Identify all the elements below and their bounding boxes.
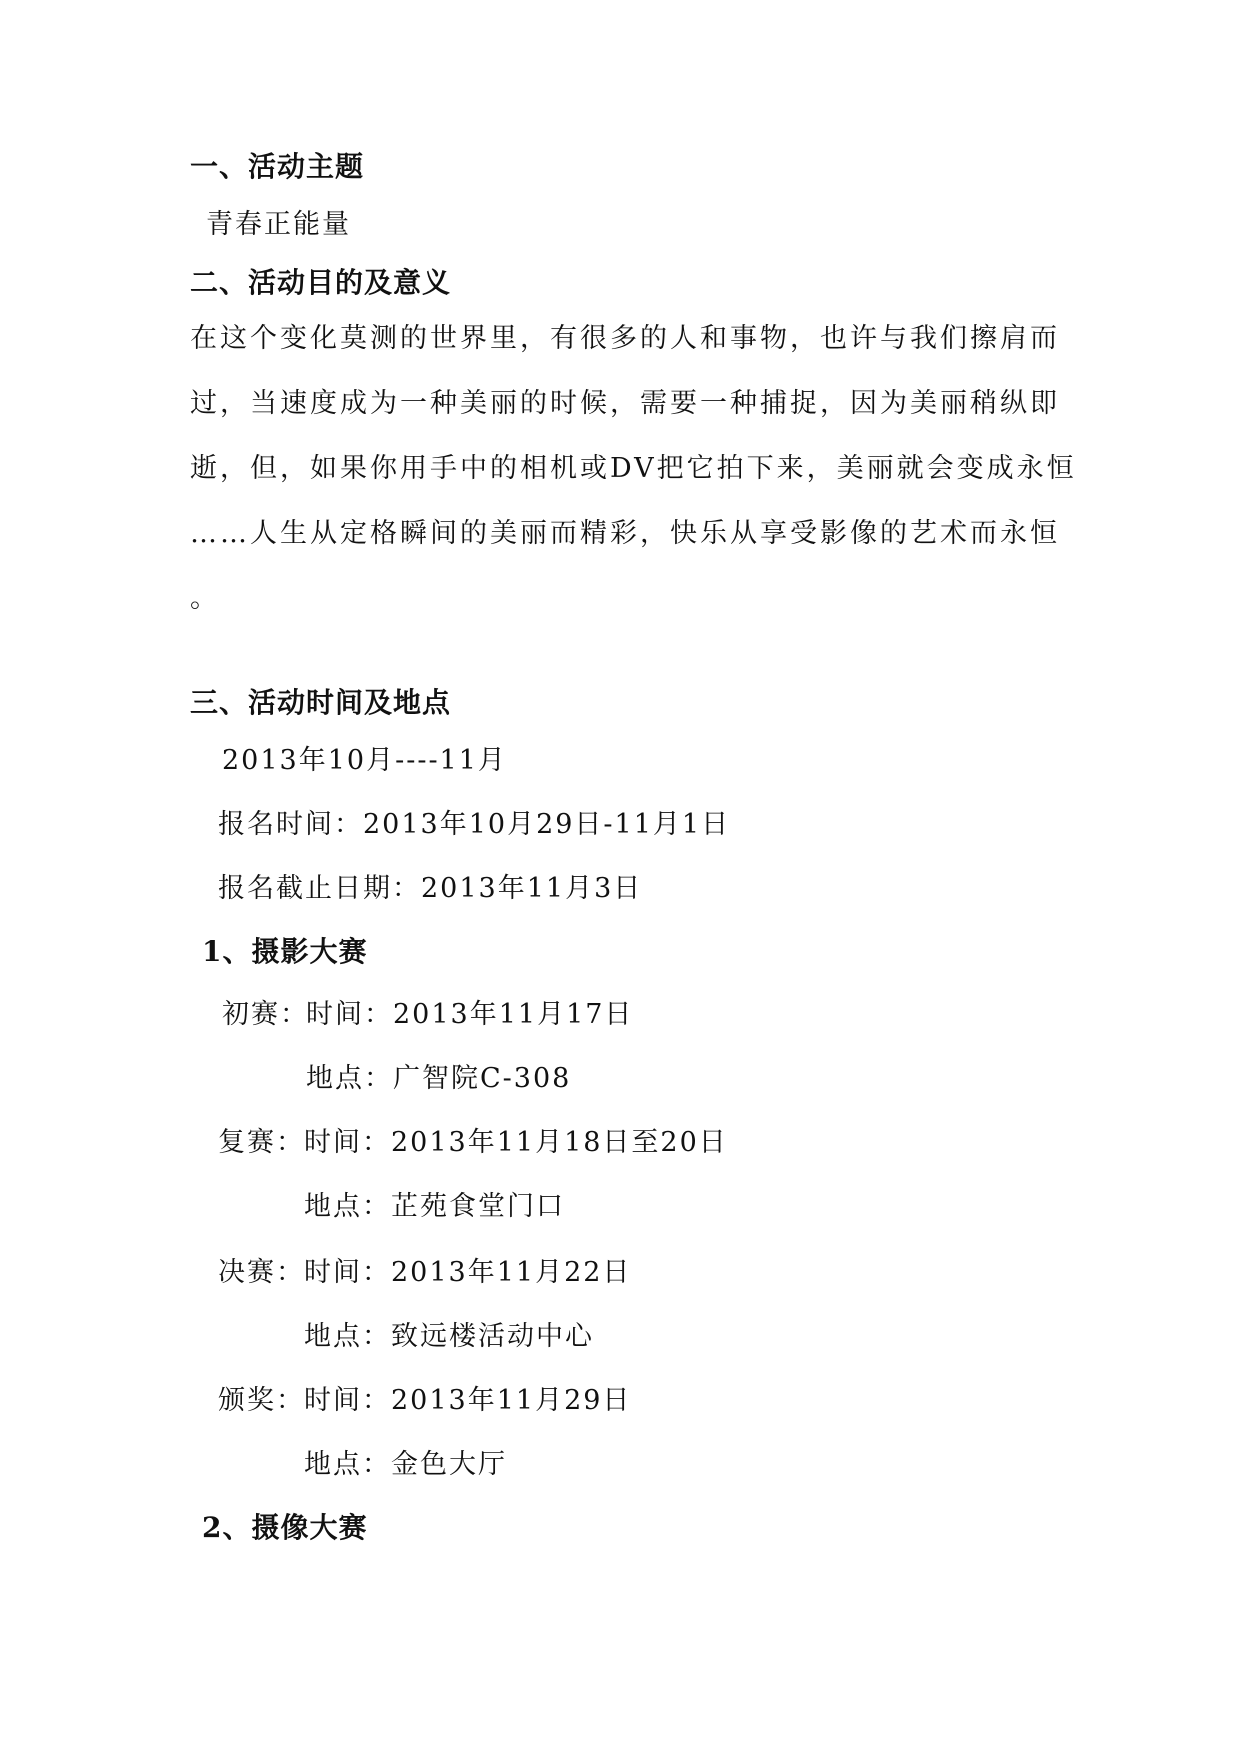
heading-activity-theme: 一、活动主题 <box>190 150 365 183</box>
semifinal-label: 复赛： <box>218 1127 305 1158</box>
final-place: 地点：致远楼活动中心 <box>304 1321 594 1352</box>
preliminary-time: 时间：2013年11月17日 <box>306 999 634 1030</box>
semifinal-place: 地点：芷苑食堂门口 <box>304 1191 565 1222</box>
register-deadline: 报名截止日期：2013年11月3日 <box>218 873 643 904</box>
final-time: 时间：2013年11月22日 <box>304 1257 632 1288</box>
purpose-paragraph <box>190 306 1077 631</box>
heading-time-place: 三、活动时间及地点 <box>190 686 452 719</box>
purpose-line: 过，当速度成为一种美丽的时候，需要一种捕捉，因为美丽稍纵即 <box>190 388 1060 419</box>
heading-activity-purpose: 二、活动目的及意义 <box>190 266 452 299</box>
award-place: 地点：金色大厅 <box>304 1449 507 1480</box>
activity-period: 2013年10月----11月 <box>222 745 507 776</box>
final-label: 决赛： <box>218 1257 305 1288</box>
award-label: 颁奖： <box>218 1385 305 1416</box>
register-time: 报名时间：2013年10月29日-11月1日 <box>218 809 731 840</box>
preliminary-place: 地点：广智院C-308 <box>306 1063 572 1094</box>
semifinal-time: 时间：2013年11月18日至20日 <box>304 1127 728 1158</box>
purpose-line: 。 <box>190 583 220 614</box>
purpose-line: 在这个变化莫测的世界里，有很多的人和事物，也许与我们擦肩而 <box>190 323 1060 354</box>
award-time: 时间：2013年11月29日 <box>304 1385 632 1416</box>
purpose-line: 逝，但，如果你用手中的相机或DV把它拍下来，美丽就会变成永恒 <box>190 453 1077 484</box>
heading-video-contest: 2、摄像大赛 <box>202 1511 368 1544</box>
preliminary-label: 初赛： <box>222 999 309 1030</box>
activity-theme-text: 青春正能量 <box>206 209 351 240</box>
heading-photo-contest: 1、摄影大赛 <box>202 935 368 968</box>
purpose-line: ……人生从定格瞬间的美丽而精彩，快乐从享受影像的艺术而永恒 <box>190 518 1060 549</box>
